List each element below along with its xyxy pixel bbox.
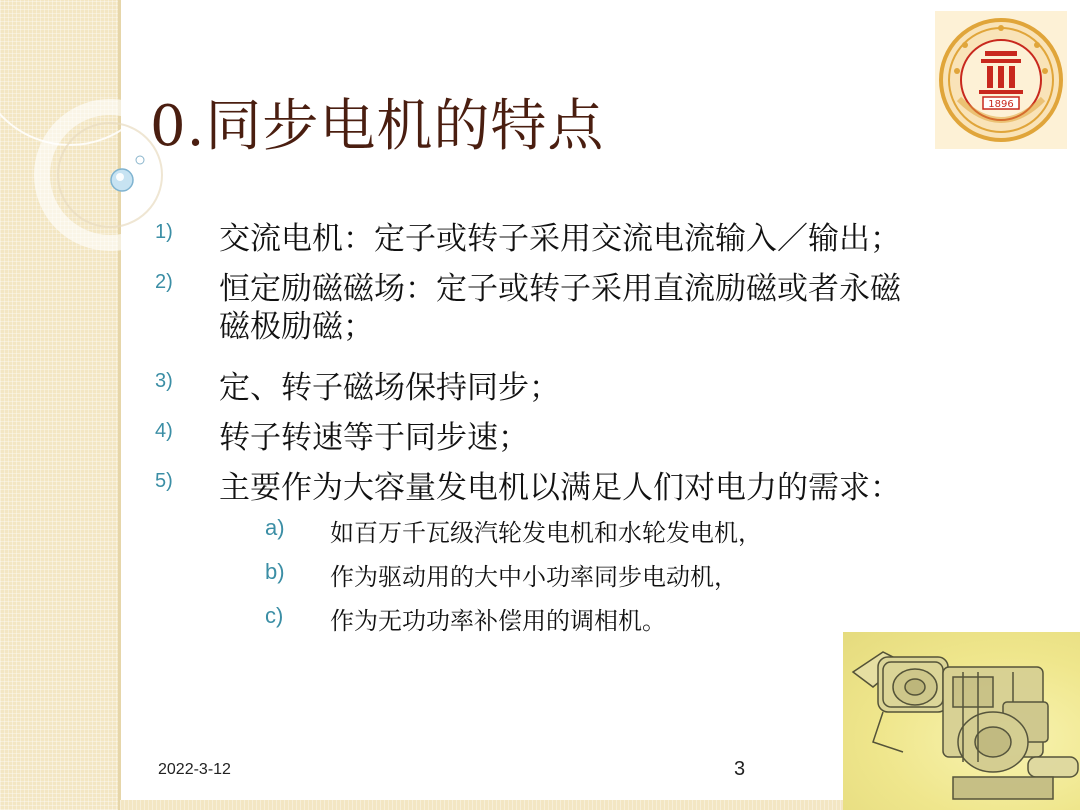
sub-item-letter: a) [265, 515, 285, 540]
item-text: 恒定励磁磁场：定子或转子采用直流励磁或者永磁 [219, 271, 901, 307]
sub-item-text: 作为无功功率补偿用的调相机。 [330, 607, 666, 635]
sub-item-text: 作为驱动用的大中小功率同步电动机， [330, 563, 738, 591]
item-number: 2) [155, 271, 173, 293]
motor-icon [843, 632, 1080, 810]
sub-item-text: 如百万千瓦级汽轮发电机和水轮发电机， [330, 519, 762, 547]
slide-title: 0.同步电机的特点 [150, 94, 605, 159]
item-text: 交流电机：定子或转子采用交流电流输入／输出； [219, 221, 901, 257]
university-logo [935, 11, 1067, 149]
logo-year: 1896 [988, 99, 1014, 110]
item-number: 4) [155, 420, 173, 442]
motor-illustration [843, 632, 1080, 810]
item-number: 1) [155, 221, 173, 243]
footer-date: 2022-3-12 [158, 761, 231, 778]
page-number: 3 [734, 758, 746, 780]
sub-item-letter: c) [265, 603, 284, 628]
sub-item-letter: b) [265, 559, 285, 584]
item-text: 定、转子磁场保持同步； [219, 370, 560, 406]
item-text: 转子转速等于同步速； [219, 420, 529, 456]
item-number: 3) [155, 370, 173, 392]
item-number: 5) [155, 470, 173, 492]
seal-icon [935, 11, 1067, 149]
item-text: 主要作为大容量发电机以满足人们对电力的需求： [219, 470, 901, 506]
item-text-continued: 磁极励磁； [219, 309, 374, 345]
